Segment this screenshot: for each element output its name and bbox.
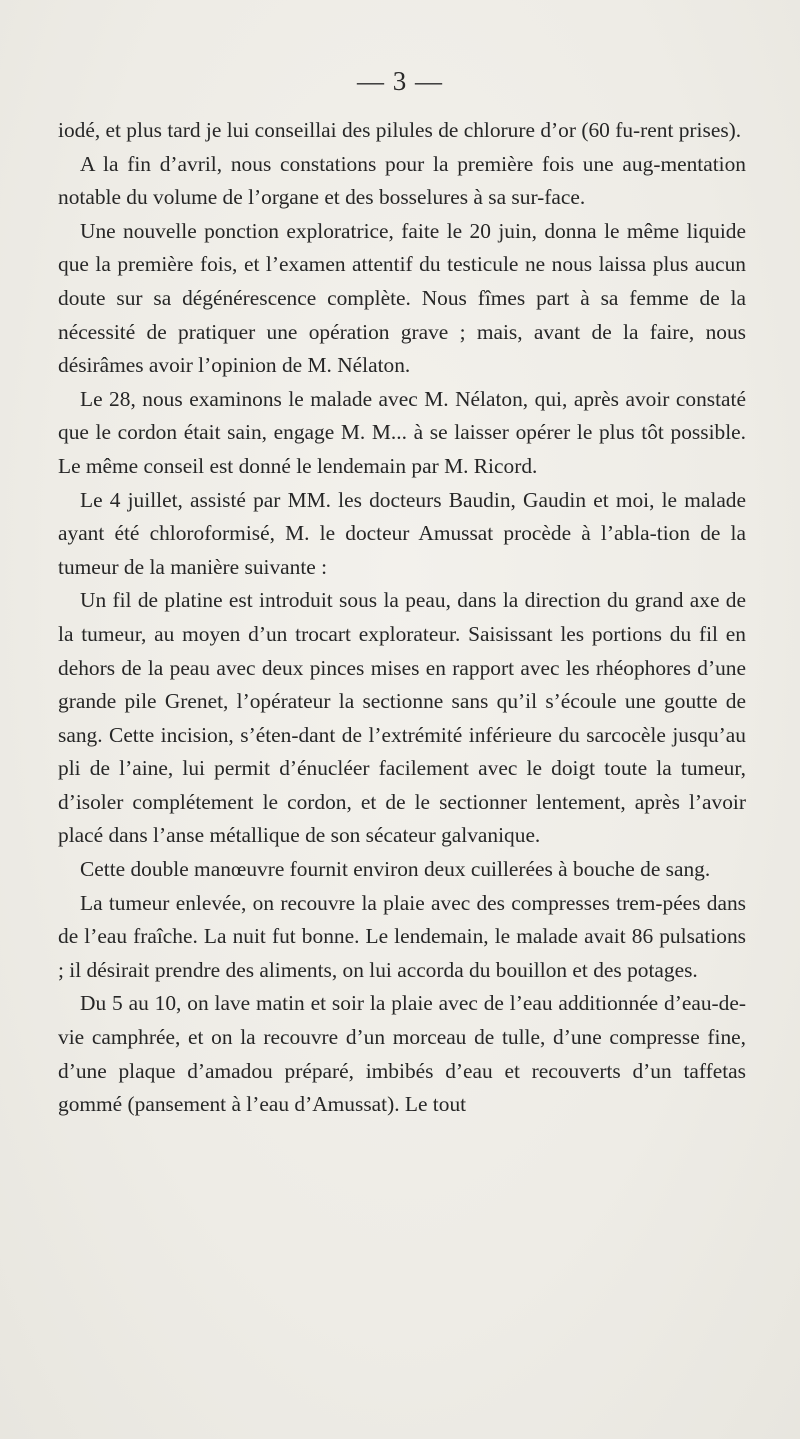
paragraph-9: Du 5 au 10, on lave matin et soir la plaie avec de l’eau additionnée d’eau-de-vie camphrée, et on la recouvre d’un morceau de tulle, d’une compresse fine, d’une plaque d’amadou préparé, imbibés d’eau et recouverts d’un taffetas gommé (pansement à l’eau d’Amussat). Le tout <box>58 991 746 1117</box>
paragraph-6: Un fil de platine est introduit sous la peau, dans la direction du grand axe de la tumeur, au moyen d’un trocart explorateur. Saisissant les portions du fil en dehors de la peau avec deux pinces mises en rapport avec les rhéophores d’une grande pile Grenet, l’opérateur la sectionne sans qu’il s’écoule une goutte de sang. Cette incision, s’éten-dant de l’extrémité inférieure du sarcocèle jusqu’au pli de l’aine, lui permit d’énucléer facilement avec le doigt toute la tumeur, d’isoler complétement le cordon, et de le sectionner lentement, après l’avoir placé dans l’anse métallique de son sécateur galvanique. <box>58 588 746 848</box>
paragraph-5: Le 4 juillet, assisté par MM. les docteurs Baudin, Gaudin et moi, le malade ayant été chloroformisé, M. le docteur Amussat procède à l’abla-tion de la tumeur de la manière suivante : <box>58 487 746 579</box>
paragraph-2: A la fin d’avril, nous constations pour la première fois une aug-mentation notable du volume de l’organe et des bosselures à sa sur-face. <box>58 151 746 210</box>
paragraph-3: Une nouvelle ponction exploratrice, faite le 20 juin, donna le même liquide que la première fois, et l’examen attentif du testicule ne nous laissa plus aucun doute sur sa dégénérescence complète. Nous fîmes part à sa femme de la nécessité de pratiquer une opération grave ; mais, avant de la faire, nous désirâmes avoir l’opinion de M. Nélaton. <box>58 218 746 378</box>
paragraph-4: Le 28, nous examinons le malade avec M. Nélaton, qui, après avoir constaté que le cordon était sain, engage M. M... à se laisser opérer le plus tôt possible. Le même conseil est donné le lendemain par M. Ricord. <box>58 386 746 478</box>
page-number: — 3 — <box>357 66 443 96</box>
paragraph-8: La tumeur enlevée, on recouvre la plaie avec des compresses trem-pées dans de l’eau fraîche. La nuit fut bonne. Le lendemain, le malade avait 86 pulsations ; il désirait prendre des aliments, on lui accorda du bouillon et des potages. <box>58 890 746 982</box>
paragraph-1: iodé, et plus tard je lui conseillai des pilules de chlorure d’or (60 fu-rent prises). <box>58 118 742 142</box>
body-text <box>58 114 746 1122</box>
paragraph-7: Cette double manœuvre fournit environ deux cuillerées à bouche de sang. <box>80 857 711 882</box>
